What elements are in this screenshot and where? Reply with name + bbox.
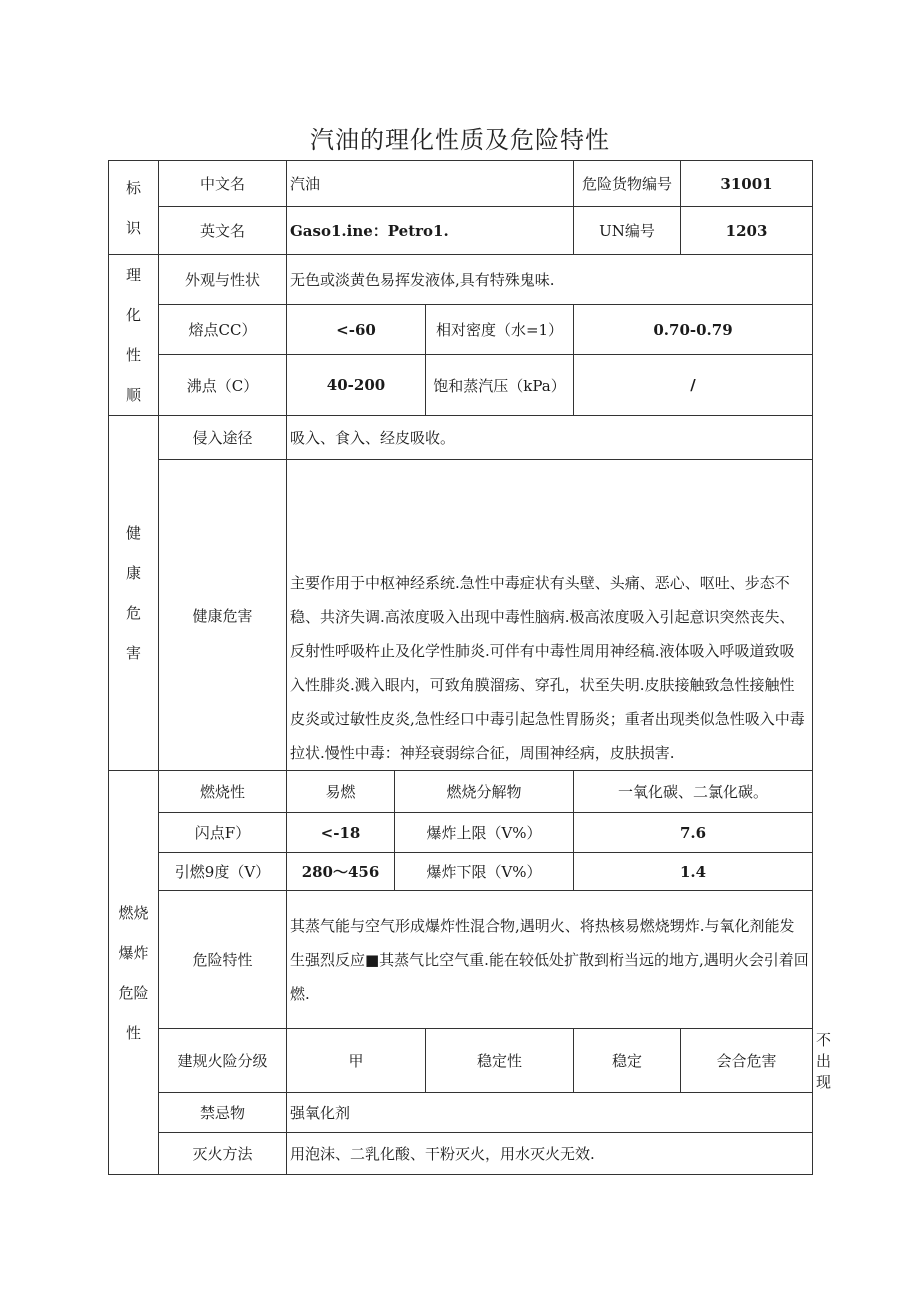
section-char: 顺 [125,386,141,404]
density-value: 0.70-0.79 [574,305,813,355]
section-physchem [109,255,159,416]
vapor-label: 饱和蒸汽压（kPa） [426,355,574,416]
section-char: 理 [125,266,141,284]
section-char: 害 [125,644,141,662]
danger-label: 危险特性 [159,891,287,1029]
extinguish-label: 灭火方法 [159,1133,287,1175]
class-value: 甲 [287,1029,426,1093]
upper-label: 爆炸上限（V%） [395,813,574,853]
route-label: 侵入途径 [159,416,287,460]
boiling-label: 沸点（C） [159,355,287,416]
ignition-label: 引燃9度（V） [159,853,287,891]
un-value: 1203 [681,207,813,255]
flash-label: 闪点F） [159,813,287,853]
danger-value: 其蒸气能与空气形成爆炸性混合物,遇明火、将热核易燃烧甥炸.与氧化剂能发生强烈反应■其蒸气比空气重.能在较低处扩散到桁当远的地方,遇明火会引着回燃. [287,891,813,1029]
ignition-value: 280～456 [287,853,395,891]
melting-value: <-60 [287,305,426,355]
section-health [109,416,159,771]
section-char: 爆炸 [118,943,149,962]
appearance-value: 无色或淡黄色易挥发液体,具有特殊鬼味. [287,255,813,305]
property-table: 标 识 中文名 汽油 危险货物编号 31001 英文名 Gaso1.ine：Petro1. UN编号 1203 理 化 性 顺 外观与性状 无色或淡黄色易挥发液体,具有特殊鬼味. 熔点CC） <-60 相对密度（水=1） 0.70-0.79 沸点（C） 40-200 饱和蒸汽压（kPa） / 健 康 危 害 侵入途径 吸入、食入、经皮吸收。 健康危害 主要作用于中枢神经系统.急性中毒症状有头壁、头痛、恶心、呕吐、步态不稳、共济失调.高浓度吸入出现中毒性脑病.极高浓度吸入引起意识突然丧失、反射性呼吸杵止及化学性肺炎.可伴有中毒性周用神经稿.液体吸入呼吸道致吸入性腓炎.溅入眼内，可致角膜溜疡、穿孔，状至失明.皮肤接触致急性接触性皮炎或过敏性皮炎,急性经口中毒引起急性胃肠炎；重者出现类似急性吸入中毒拉状.慢性中毒：神羟衰弱综合征，周围神经病，皮肤损害. 燃烧 爆炸 危险 性 燃烧性 易燃 燃烧分解物 一氧化碳、二氯化碳。 闪点F） <-18 爆炸上限（V%） 7.6 引燃9度（V） 280～456 爆炸下限（V%） 1.4 危险特性 其蒸气能与空气形成爆炸性混合物,遇明火、将热核易燃烧甥炸.与氧化剂能发生强烈反应■其蒸气比空气重.能在较低处扩散到桁当远的地方,遇明火会引着回燃. 建规火险分级 甲 稳定性 稳定 会合危害 不出现 禁忌物 强氧化剂 灭火方法 用泡沫、二乳化酸、干粉灭火，用水灭火无效. [108,160,813,1175]
incompat-label: 禁忌物 [159,1093,287,1133]
en-name-value: Gaso1.ine：Petro1. [287,207,574,255]
section-char: 危 [125,604,141,622]
section-identification [109,161,159,255]
cn-name-label: 中文名 [159,161,287,207]
hazard-no-value: 31001 [681,161,813,207]
lower-value: 1.4 [574,853,813,891]
flash-value: <-18 [287,813,395,853]
health-hazard-value: 主要作用于中枢神经系统.急性中毒症状有头壁、头痛、恶心、呕吐、步态不稳、共济失调.高浓度吸入出现中毒性脑病.极高浓度吸入引起意识突然丧失、反射性呼吸杵止及化学性肺炎.可伴有中毒性周用神经稿.液体吸入呼吸道致吸入性腓炎.溅入眼内，可致角膜溜疡、穿孔，状至失明.皮肤接触致急性接触性皮炎或过敏性皮炎,急性经口中毒引起急性胃肠炎；重者出现类似急性吸入中毒拉状.慢性中毒：神羟衰弱综合征，周围神经病，皮肤损害. [287,460,813,771]
decomp-value: 一氧化碳、二氯化碳。 [574,771,813,813]
extinguish-value: 用泡沫、二乳化酸、干粉灭火，用水灭火无效. [287,1133,813,1175]
cn-name-value: 汽油 [287,161,574,207]
flammability-label: 燃烧性 [159,771,287,813]
route-value: 吸入、食入、经皮吸收。 [287,416,813,460]
incompat-value: 强氧化剂 [287,1093,813,1133]
polymer-label: 会合危害 [681,1029,813,1093]
section-char: 化 [125,306,141,324]
density-label: 相对密度（水=1） [426,305,574,355]
section-char: 燃烧 [118,903,149,922]
health-hazard-label: 健康危害 [159,460,287,771]
stability-label: 稳定性 [426,1029,574,1093]
section-char: 性 [125,346,141,364]
hazard-no-label: 危险货物编号 [574,161,681,207]
vapor-value: / [574,355,813,416]
appearance-label: 外观与性状 [159,255,287,305]
un-label: UN编号 [574,207,681,255]
section-char: 识 [125,218,141,237]
section-char: 健 [125,524,141,542]
en-name-label: 英文名 [159,207,287,255]
upper-value: 7.6 [574,813,813,853]
section-char: 康 [125,564,141,582]
section-char: 危险 [118,983,149,1002]
section-fire [109,771,159,1175]
section-char: 性 [125,1023,141,1042]
page-title: 汽油的理化性质及危险特性 [310,126,610,154]
melting-label: 熔点CC） [159,305,287,355]
section-char: 标 [125,178,141,197]
flammability-value: 易燃 [287,771,395,813]
stability-value: 稳定 [574,1029,681,1093]
decomp-label: 燃烧分解物 [395,771,574,813]
boiling-value: 40-200 [287,355,426,416]
class-label: 建规火险分级 [159,1029,287,1093]
lower-label: 爆炸下限（V%） [395,853,574,891]
